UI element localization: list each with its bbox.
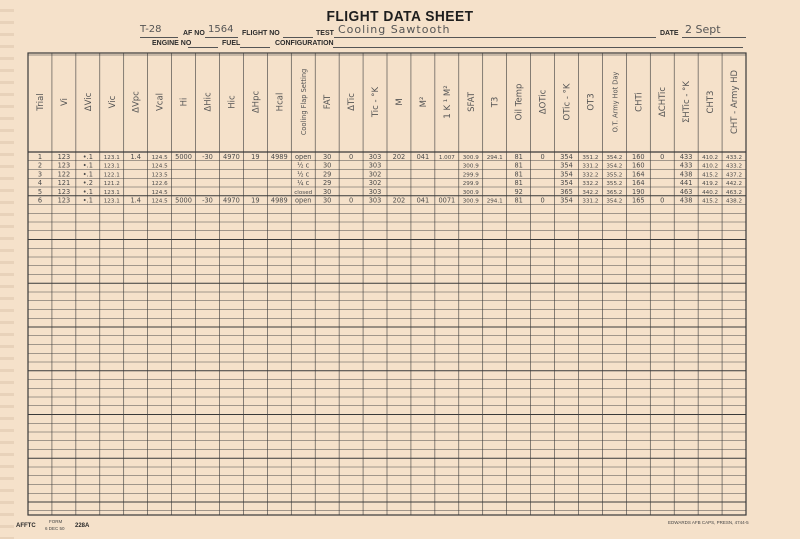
table-cell: 351.2 bbox=[582, 154, 599, 161]
table-cell: 4 bbox=[37, 179, 43, 187]
table-cell: 1.4 bbox=[130, 152, 141, 161]
table-cell: 299.9 bbox=[462, 172, 479, 179]
table-cell: 19 bbox=[251, 152, 260, 161]
table-cell: 332.2 bbox=[582, 181, 599, 187]
column-header: CHT - Army HD bbox=[730, 69, 741, 135]
column-header: Tic - °K bbox=[371, 86, 382, 118]
table-cell: 415.2 bbox=[702, 198, 719, 205]
column-header: Hcal bbox=[275, 92, 286, 112]
table-cell: 303 bbox=[368, 187, 382, 196]
table-cell: ½ c bbox=[297, 170, 310, 179]
table-cell: 365.2 bbox=[606, 189, 623, 196]
table-cell: 354.2 bbox=[606, 163, 623, 170]
aircraft-type: T-28 bbox=[140, 24, 162, 35]
table-cell: 433.2 bbox=[726, 163, 743, 170]
table-cell: 160 bbox=[632, 161, 645, 170]
table-cell: 30 bbox=[322, 161, 332, 170]
table-cell: 041 bbox=[416, 152, 430, 161]
table-cell: 332.2 bbox=[582, 172, 599, 179]
table-cell: 121.2 bbox=[103, 181, 120, 187]
table-cell: 354 bbox=[560, 152, 573, 161]
table-cell: 299.9 bbox=[462, 181, 479, 187]
table-cell: 433 bbox=[679, 161, 693, 170]
table-cell: 365 bbox=[560, 187, 573, 196]
table-cell: 354.2 bbox=[606, 198, 623, 205]
table-cell: 415.2 bbox=[702, 172, 719, 179]
table-cell: 202 bbox=[392, 152, 406, 161]
table-cell: 1.4 bbox=[130, 196, 141, 205]
table-cell: 300.9 bbox=[462, 189, 479, 196]
table-cell: 440.2 bbox=[702, 189, 719, 196]
table-cell: 122.6 bbox=[151, 181, 168, 187]
column-header: OT3 bbox=[586, 93, 597, 111]
table-cell: 410.2 bbox=[702, 154, 719, 161]
table-cell: •.2 bbox=[82, 179, 93, 187]
table-cell: 81 bbox=[514, 161, 523, 170]
table-cell: 29 bbox=[322, 170, 332, 179]
table-cell: 123 bbox=[57, 196, 71, 205]
table-cell: 433 bbox=[679, 152, 693, 161]
column-header: O.T. Army Hot Day bbox=[611, 71, 620, 133]
table-cell: 164 bbox=[632, 170, 645, 179]
column-header: ΔTic bbox=[347, 93, 358, 111]
table-cell: 6 bbox=[37, 196, 43, 205]
table-cell: 438 bbox=[679, 170, 693, 179]
table-cell: ¼ c bbox=[297, 179, 310, 187]
table-cell: 303 bbox=[368, 196, 382, 205]
column-header: ΔOTic bbox=[538, 89, 549, 115]
table-cell: 442.2 bbox=[726, 181, 743, 187]
table-cell: 438 bbox=[679, 196, 693, 205]
table-cell: 354.2 bbox=[606, 154, 623, 161]
table-cell: 1.007 bbox=[438, 154, 455, 161]
table-cell: •.1 bbox=[82, 152, 93, 161]
column-header: Cooling Flap Setting bbox=[300, 68, 309, 136]
table-cell: 300.9 bbox=[462, 198, 479, 205]
table-cell: 92 bbox=[514, 187, 523, 196]
table-cell: 4970 bbox=[223, 196, 240, 205]
table-cell: 5000 bbox=[175, 196, 192, 205]
form-date: 6 DEC 50 bbox=[45, 526, 65, 531]
table-cell: 4970 bbox=[223, 152, 240, 161]
column-header: Hi bbox=[179, 97, 190, 107]
table-cell: 81 bbox=[514, 179, 523, 187]
engine-no-label: ENGINE NO bbox=[152, 40, 192, 47]
table-cell: 5000 bbox=[175, 152, 192, 161]
column-header: CHTi bbox=[634, 92, 645, 112]
column-header: OTic - °K bbox=[562, 83, 573, 121]
table-cell: 122 bbox=[57, 170, 71, 179]
column-header: ΔHic bbox=[203, 92, 214, 112]
table-cell: 30 bbox=[322, 196, 332, 205]
table-cell: ½ c bbox=[297, 161, 310, 170]
table-cell: 123.1 bbox=[103, 163, 120, 170]
table-cell: 123 bbox=[57, 187, 71, 196]
table-cell: open bbox=[294, 152, 312, 161]
table-cell: 354 bbox=[560, 170, 573, 179]
table-cell: 124.5 bbox=[151, 189, 168, 196]
sheet-title: FLIGHT DATA SHEET bbox=[326, 8, 474, 25]
table-cell: •.1 bbox=[82, 170, 93, 179]
table-cell: 2 bbox=[37, 161, 43, 170]
form-org: AFFTC bbox=[16, 523, 36, 529]
table-cell: •.1 bbox=[82, 161, 93, 170]
table-cell: 81 bbox=[514, 152, 523, 161]
column-header: M² bbox=[418, 96, 429, 108]
table-cell: 294.1 bbox=[486, 154, 503, 161]
table-cell: 433.2 bbox=[726, 154, 743, 161]
table-cell: 303 bbox=[368, 161, 382, 170]
af-no-label: AF NO bbox=[183, 30, 205, 37]
table-cell: 342.2 bbox=[582, 189, 599, 196]
table-cell: 165 bbox=[632, 196, 645, 205]
table-cell: 124.5 bbox=[151, 163, 168, 170]
table-cell: 437.2 bbox=[726, 172, 743, 179]
table-cell: 123.1 bbox=[103, 189, 120, 196]
table-cell: 160 bbox=[632, 152, 645, 161]
table-cell: •.1 bbox=[82, 187, 93, 196]
table-cell: closed bbox=[294, 189, 313, 196]
table-cell: 5 bbox=[37, 187, 43, 196]
table-cell: 124.5 bbox=[151, 154, 168, 161]
table-cell: 0 bbox=[540, 196, 545, 205]
date-label: DATE bbox=[660, 30, 679, 37]
table-cell: 3 bbox=[37, 170, 43, 179]
column-header: FAT bbox=[323, 94, 334, 110]
table-cell: 331.2 bbox=[582, 198, 599, 205]
form-label: FORM bbox=[49, 519, 63, 524]
test-label: TEST bbox=[316, 30, 334, 37]
fuel-label: FUEL bbox=[222, 40, 241, 47]
table-cell: 463 bbox=[679, 187, 693, 196]
table-cell: 202 bbox=[392, 196, 406, 205]
table-cell: 302 bbox=[368, 170, 382, 179]
table-cell: 190 bbox=[632, 187, 645, 196]
column-header: ΔHpc bbox=[251, 90, 262, 114]
table-cell: 354 bbox=[560, 161, 573, 170]
column-header: ΔVpc bbox=[131, 91, 142, 113]
column-header: ΣHTic - °K bbox=[682, 80, 693, 124]
column-header: Oil Temp bbox=[514, 83, 525, 121]
flight-no-label: FLIGHT NO bbox=[242, 30, 280, 37]
table-cell: 300.9 bbox=[462, 154, 479, 161]
column-header: ΔVic bbox=[83, 92, 94, 112]
table-cell: 441 bbox=[679, 179, 693, 187]
column-header: Vi bbox=[59, 98, 70, 106]
table-cell: 303 bbox=[368, 152, 382, 161]
column-header: CHT3 bbox=[706, 90, 717, 114]
test-value: Cooling Sawtooth bbox=[338, 23, 451, 36]
table-cell: open bbox=[294, 196, 312, 205]
table-cell: 123 bbox=[57, 152, 71, 161]
column-header: Vic bbox=[107, 95, 118, 109]
af-no-value: 1564 bbox=[208, 24, 234, 35]
table-cell: 123.1 bbox=[103, 198, 120, 205]
table-cell: 041 bbox=[416, 196, 430, 205]
table-cell: 331.2 bbox=[582, 163, 599, 170]
table-cell: 30 bbox=[322, 187, 332, 196]
table-cell: •.1 bbox=[82, 196, 93, 205]
table-cell: 29 bbox=[322, 179, 332, 187]
column-header: SFAT bbox=[466, 92, 477, 112]
table-cell: 410.2 bbox=[702, 163, 719, 170]
table-cell: 355.2 bbox=[606, 181, 623, 187]
table-cell: 1 bbox=[37, 152, 43, 161]
table-cell: -30 bbox=[202, 152, 213, 161]
table-cell: 355.2 bbox=[606, 172, 623, 179]
table-cell: 30 bbox=[322, 152, 332, 161]
table-cell: 121 bbox=[57, 179, 71, 187]
column-header: 1 K ¹ M² bbox=[442, 85, 453, 119]
column-header: ΔCHTic bbox=[658, 86, 669, 118]
table-cell: 438.2 bbox=[726, 198, 743, 205]
table-cell: 0 bbox=[348, 196, 354, 205]
table-cell: -30 bbox=[202, 196, 213, 205]
table-cell: 300.9 bbox=[462, 163, 479, 170]
table-cell: 0071 bbox=[438, 196, 456, 205]
table-cell: 123 bbox=[57, 161, 71, 170]
column-header: Vcal bbox=[155, 92, 166, 112]
table-cell: 294.1 bbox=[486, 198, 503, 205]
table-cell: 354 bbox=[560, 196, 573, 205]
table-cell: 0 bbox=[540, 152, 545, 161]
table-cell: 354 bbox=[560, 179, 573, 187]
date-value: 2 Sept bbox=[685, 23, 721, 36]
table-cell: 419.2 bbox=[702, 181, 719, 187]
column-header: Hic bbox=[227, 95, 238, 109]
table-cell: 122.1 bbox=[103, 172, 120, 179]
table-cell: 4989 bbox=[270, 196, 288, 205]
column-header: M bbox=[394, 98, 405, 106]
table-cell: 124.5 bbox=[151, 198, 168, 205]
table-cell: 81 bbox=[514, 196, 523, 205]
table-cell: 0 bbox=[660, 152, 665, 161]
table-cell: 81 bbox=[514, 170, 523, 179]
table-cell: 164 bbox=[632, 179, 645, 187]
printer-imprint: EDWARDS AFB CAPS, PRESN, 4744-5 bbox=[668, 520, 749, 525]
column-header: T3 bbox=[490, 96, 501, 108]
table-cell: 123.1 bbox=[103, 154, 120, 161]
column-header: Trial bbox=[35, 93, 46, 111]
table-cell: 302 bbox=[368, 179, 382, 187]
table-cell: 463.2 bbox=[726, 189, 743, 196]
configuration-label: CONFIGURATION bbox=[275, 40, 334, 47]
table-cell: 4989 bbox=[270, 152, 288, 161]
table-cell: 19 bbox=[251, 196, 260, 205]
form-number: 228A bbox=[75, 523, 90, 529]
table-cell: 0 bbox=[348, 152, 354, 161]
table-cell: 0 bbox=[660, 196, 665, 205]
table-cell: 123.5 bbox=[151, 172, 168, 179]
